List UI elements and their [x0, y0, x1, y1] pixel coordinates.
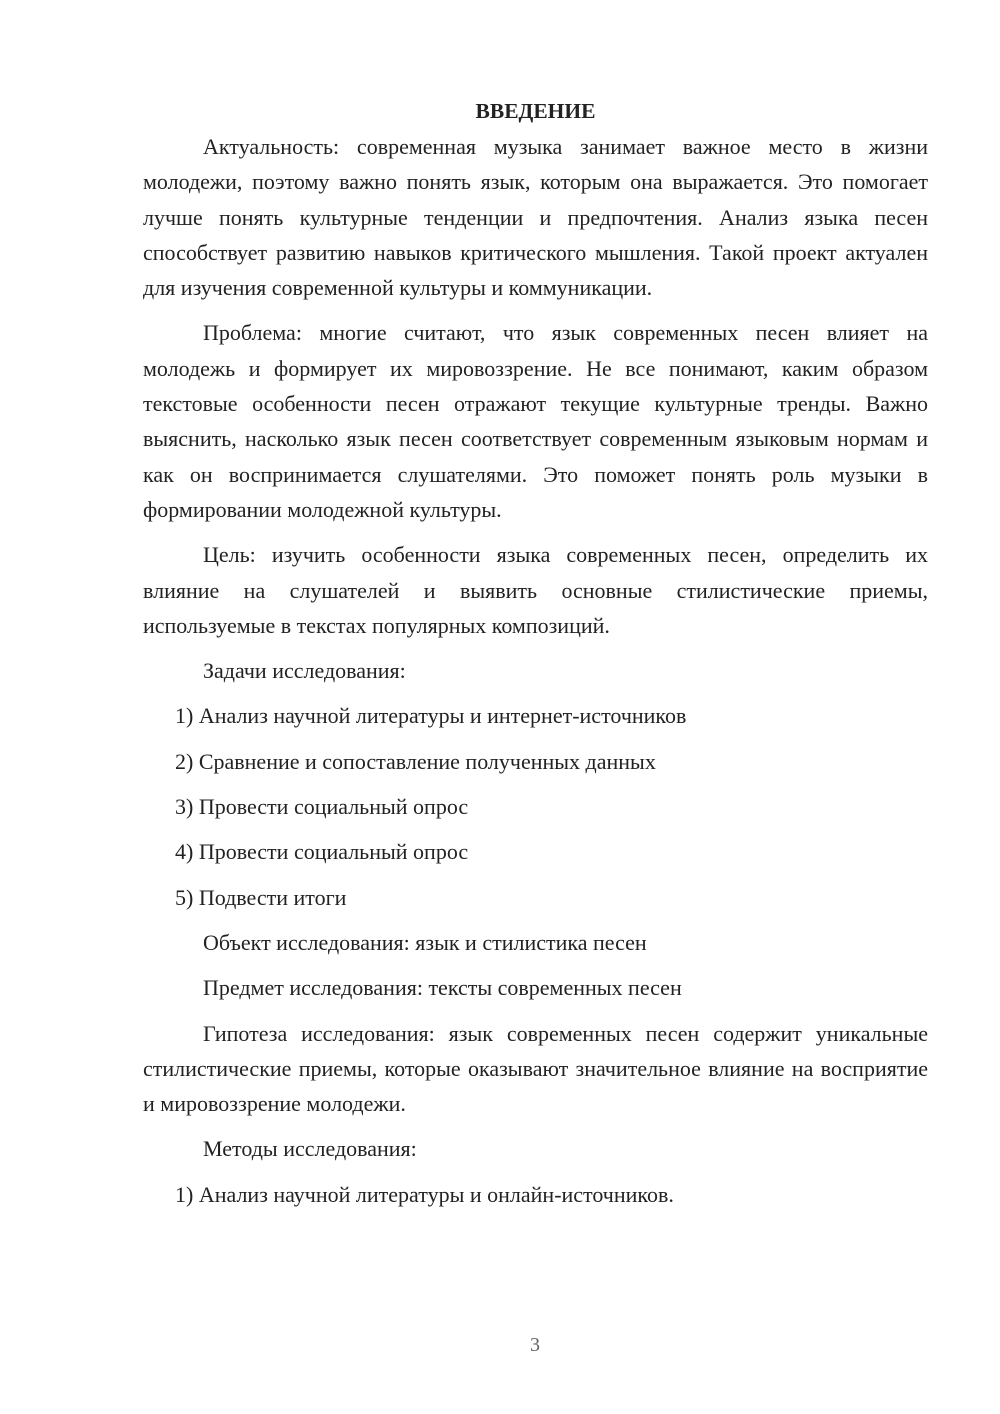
- list-item: 3) Провести социальный опрос: [175, 794, 469, 820]
- list-item: 2) Сравнение и сопоставление полученных данных: [175, 748, 656, 774]
- tasks-heading: Задачи исследования:: [203, 658, 406, 684]
- page-content: [143, 94, 928, 1222]
- page-title: ВВЕДЕНИЕ: [475, 99, 596, 123]
- hypothesis-paragraph: Гипотеза исследования: язык современных песен содержит уникальные стилистические приемы, которые оказывают значительное влияние на восприятие и мировоззрение молодежи.: [143, 1020, 928, 1117]
- methods-heading: Методы исследования:: [203, 1136, 417, 1162]
- relevance-paragraph: Актуальность: современная музыка занимает важное место в жизни молодежи, поэтому важно понять язык, которым она выражается. Это помогает лучше понять культурные тенденции и предпочтения. Анализ языка песен способствует развитию навыков критического мышления. Такой проект актуален для изучения современной культуры и коммуникации.: [143, 134, 928, 301]
- list-item: 1) Анализ научной литературы и интернет-источников: [175, 703, 687, 729]
- research-object: Объект исследования: язык и стилистика песен: [203, 929, 647, 955]
- methods-list: [143, 1177, 928, 1212]
- list-item: 4) Провести социальный опрос: [175, 839, 469, 865]
- list-item: 1) Анализ научной литературы и онлайн-источников.: [175, 1181, 674, 1207]
- research-subject: Предмет исследования: тексты современных песен: [203, 975, 682, 1001]
- page-number: 3: [530, 1334, 540, 1356]
- goal-paragraph: Цель: изучить особенности языка современных песен, определить их влияние на слушателей и выявить основные стилистические приемы, используемые в текстах популярных композиций.: [143, 542, 928, 638]
- tasks-list: [143, 698, 928, 914]
- list-item: 5) Подвести итоги: [175, 884, 347, 910]
- problem-paragraph: Проблема: многие считают, что язык современных песен влияет на молодежь и формирует их мировоззрение. Не все понимают, каким образом текстовые особенности песен отражают текущие культурные тренды. Важно выяснить, насколько язык песен соответствует современным языковым нормам и как он воспринимается слушателями. Это поможет понять роль музыки в формировании молодежной культуры.: [143, 320, 928, 522]
